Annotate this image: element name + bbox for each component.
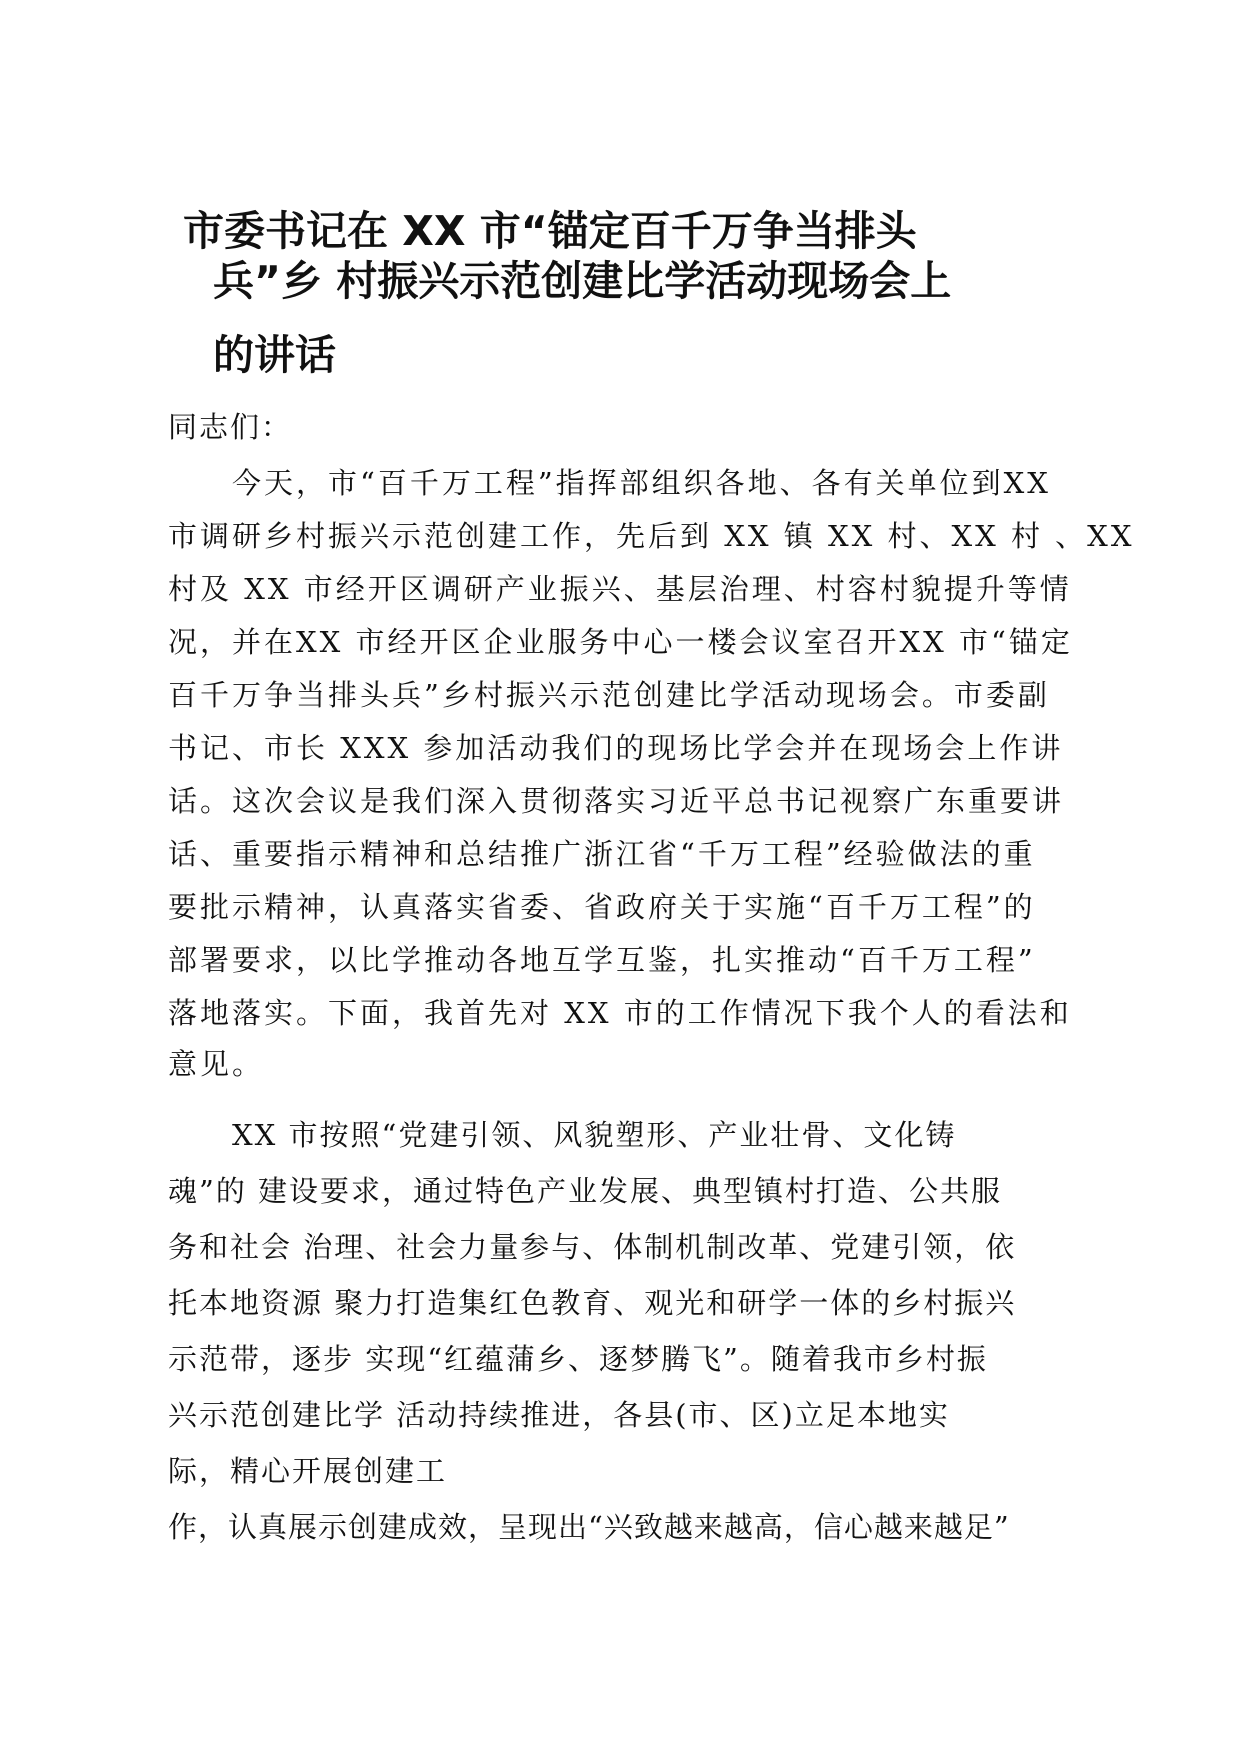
paragraph-2-line: 魂”的 建设要求，通过特色产业发展、典型镇村打造、公共服 — [168, 1174, 1003, 1208]
paragraph-1-line: 部署要求，以比学推动各地互学互鉴，扎实推动“百千万工程” — [168, 943, 1036, 977]
paragraph-1-line: 话、重要指示精神和总结推广浙江省“千万工程”经验做法的重 — [168, 837, 1036, 871]
paragraph-2-line: 作，认真展示创建成效，呈现出“兴致越来越高，信心越来越足” — [168, 1510, 1010, 1544]
paragraph-2-line: 兴示范创建比学 活动持续推进，各县(市、区)立足本地实 — [168, 1398, 950, 1432]
paragraph-1-line: 落地落实。下面，我首先对 XX 市的工作情况下我个人的看法和 — [168, 996, 1072, 1030]
document-title-line-1: 市委书记在 XX 市“锚定百千万争当排头 — [183, 207, 917, 255]
greeting: 同志们： — [168, 410, 293, 444]
paragraph-1-line: 市调研乡村振兴示范创建工作，先后到 XX 镇 XX 村、XX 村 、XX — [168, 519, 1135, 553]
document-title-line-3: 的讲话 — [213, 331, 336, 379]
paragraph-1-line: 要批示精神，认真落实省委、省政府关于实施“百千万工程”的 — [168, 890, 1036, 924]
paragraph-1-line: 书记、市长 XXX 参加活动我们的现场比学会并在现场会上作讲 — [168, 731, 1064, 765]
paragraph-1-line: 话。这次会议是我们深入贯彻落实习近平总书记视察广东重要讲 — [168, 784, 1065, 818]
paragraph-1-line: 今天，市“百千万工程”指挥部组织各地、各有关单位到XX — [232, 466, 1051, 500]
document-title-line-2: 兵”乡 村振兴示范创建比学活动现场会上 — [213, 257, 952, 305]
paragraph-2-line: XX 市按照“党建引领、风貌塑形、产业壮骨、文化铸 — [232, 1118, 957, 1152]
paragraph-2-line: 示范带，逐步 实现“红蕴蒲乡、逐梦腾飞”。随着我市乡村振 — [168, 1342, 988, 1376]
paragraph-2-line: 务和社会 治理、社会力量参与、体制机制改革、党建引领，依 — [168, 1230, 1017, 1264]
paragraph-1-line: 意见。 — [168, 1047, 265, 1081]
paragraph-1-line: 百千万争当排头兵”乡村振兴示范创建比学活动现场会。市委副 — [168, 678, 1050, 712]
paragraph-1-line: 村及 XX 市经开区调研产业振兴、基层治理、村容村貌提升等情 — [168, 572, 1072, 606]
paragraph-1-line: 况，并在XX 市经开区企业服务中心一楼会议室召开XX 市“锚定 — [168, 625, 1073, 659]
paragraph-2-line: 托本地资源 聚力打造集红色教育、观光和研学一体的乡村振兴 — [168, 1286, 1017, 1320]
paragraph-2-line: 际，精心开展创建工 — [168, 1454, 448, 1488]
